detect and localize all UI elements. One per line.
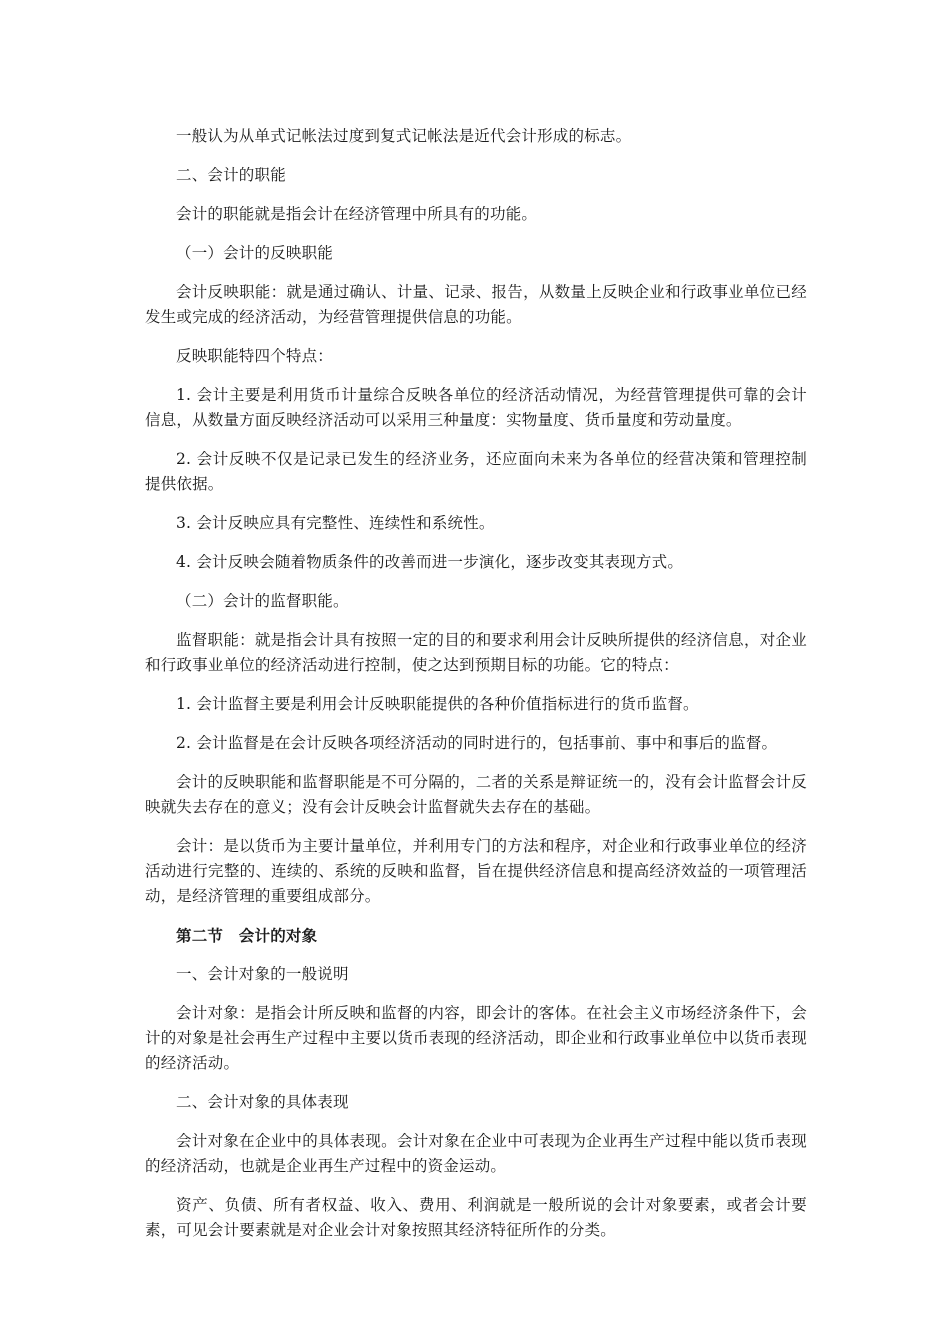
paragraph-accounting-definition: 会计：是以货币为主要计量单位，并利用专门的方法和程序，对企业和行政事业单位的经济活动进行完整的、连续的、系统的反映和监督，旨在提供经济信息和提高经济效益的一项管理活动，是经济管理的重要组成部分。 — [145, 837, 807, 905]
paragraph-functions-relationship: 会计的反映职能和监督职能是不可分隔的，二者的关系是辩证统一的，没有会计监督会计反映就失去存在的意义；没有会计反映会计监督就失去存在的基础。 — [145, 773, 807, 816]
paragraph-supervision-definition: 监督职能：就是指会计具有按照一定的目的和要求利用会计反映所提供的经济信息，对企业和行政事业单位的经济活动进行控制，使之达到预期目标的功能。它的特点： — [145, 631, 807, 674]
list-item-reflection-1: 1. 会计主要是利用货币计量综合反映各单位的经济活动情况，为经营管理提供可靠的会计信息，从数量方面反映经济活动可以采用三种量度：实物量度、货币量度和劳动量度。 — [145, 386, 807, 429]
list-item-reflection-2: 2. 会计反映不仅是记录已发生的经济业务，还应面向未来为各单位的经营决策和管理控制提供依据。 — [145, 450, 807, 493]
list-item-supervision-1: 1. 会计监督主要是利用会计反映职能提供的各种价值指标进行的货币监督。 — [176, 695, 699, 713]
paragraph-accounting-elements: 资产、负债、所有者权益、收入、费用、利润就是一般所说的会计对象要素，或者会计要素，可见会计要素就是对企业会计对象按照其经济特征所作的分类。 — [145, 1196, 807, 1239]
paragraph-object-definition: 会计对象：是指会计所反映和监督的内容，即会计的客体。在社会主义市场经济条件下，会计的对象是社会再生产过程中主要以货币表现的经济活动，即企业和行政事业单位中以货币表现的经济活动。 — [145, 1004, 807, 1072]
subheading-supervision-function: （二）会计的监督职能。 — [176, 592, 349, 610]
paragraph-reflection-features-intro: 反映职能特四个特点： — [176, 347, 334, 365]
paragraph-functions-definition: 会计的职能就是指会计在经济管理中所具有的功能。 — [176, 205, 538, 223]
paragraph-object-in-enterprise: 会计对象在企业中的具体表现。会计对象在企业中可表现为企业再生产过程中能以货币表现的经济活动，也就是企业再生产过程中的资金运动。 — [145, 1132, 807, 1175]
paragraph-reflection-definition: 会计反映职能：就是通过确认、计量、记录、报告，从数量上反映企业和行政事业单位已经发生或完成的经济活动，为经营管理提供信息的功能。 — [145, 283, 807, 326]
document-page — [145, 124, 807, 1257]
subheading-reflection-function: （一）会计的反映职能 — [176, 244, 334, 262]
list-item-reflection-3: 3. 会计反映应具有完整性、连续性和系统性。 — [176, 514, 495, 532]
section-heading-functions: 二、会计的职能 — [176, 166, 286, 184]
list-item-reflection-4: 4. 会计反映会随着物质条件的改善而进一步演化，逐步改变其表现方式。 — [176, 553, 684, 571]
section-heading-object-specific: 二、会计对象的具体表现 — [176, 1093, 349, 1111]
paragraph-modern-accounting: 一般认为从单式记帐法过度到复式记帐法是近代会计形成的标志。 — [176, 127, 632, 145]
section-heading-object-general: 一、会计对象的一般说明 — [176, 965, 349, 983]
section-title-accounting-object: 第二节 会计的对象 — [176, 926, 318, 945]
list-item-supervision-2: 2. 会计监督是在会计反映各项经济活动的同时进行的，包括事前、事中和事后的监督。 — [176, 734, 778, 752]
